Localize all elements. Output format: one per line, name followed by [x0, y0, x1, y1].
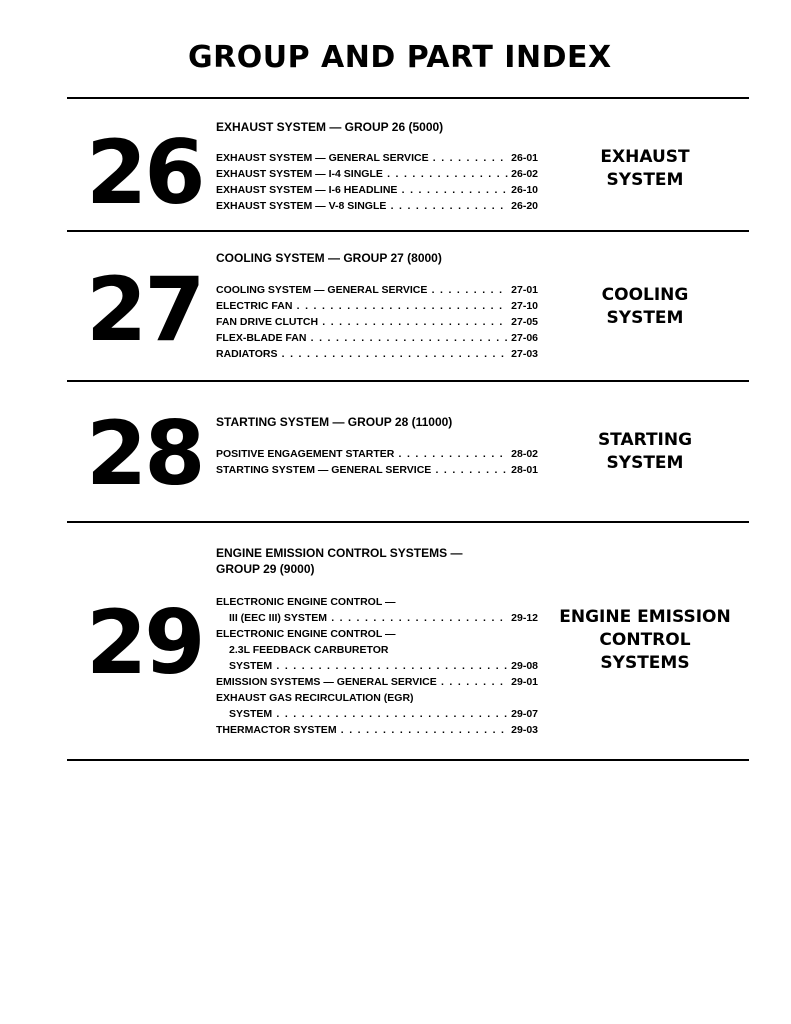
group-29-section	[0, 523, 791, 759]
page-reference: 27-10	[508, 298, 538, 314]
group-heading: COOLING SYSTEM — GROUP 27 (8000)	[216, 251, 442, 265]
group-label: STARTING SYSTEM	[597, 430, 693, 473]
page-reference: 27-01	[508, 282, 538, 298]
group-label: COOLING SYSTEM	[601, 285, 689, 328]
page-reference: 28-01	[508, 462, 538, 478]
index-entry[interactable]: STARTING SYSTEM — GENERAL SERVICE . . . 28-01	[216, 462, 538, 478]
index-entry[interactable]: COOLING SYSTEM — GENERAL SERVICE . . . 27-01	[216, 282, 538, 298]
index-entry-line: ELECTRONIC ENGINE CONTROL —	[216, 628, 396, 640]
page-reference: 29-07	[508, 706, 538, 722]
page-reference: 29-08	[508, 658, 538, 674]
entry-list	[216, 594, 538, 738]
group-label: EXHAUST SYSTEM	[600, 147, 690, 190]
group-26-section	[0, 99, 791, 231]
group-28-section	[0, 382, 791, 522]
index-entry[interactable]: FAN DRIVE CLUTCH . . . 27-05	[216, 314, 538, 330]
page-reference: 26-02	[508, 166, 538, 182]
index-entry-line: EXHAUST GAS RECIRCULATION (EGR)	[216, 692, 414, 704]
group-heading: STARTING SYSTEM — GROUP 28 (11000)	[216, 415, 453, 429]
page-reference: 28-02	[508, 446, 538, 462]
group-27-section	[0, 232, 791, 380]
index-entry[interactable]: FLEX-BLADE FAN . . . 27-06	[216, 330, 538, 346]
index-entry[interactable]: ELECTRIC FAN . . . 27-10	[216, 298, 538, 314]
page-reference: 27-06	[508, 330, 538, 346]
index-entry-line: 2.3L FEEDBACK CARBURETOR	[229, 644, 389, 656]
page-reference: 29-03	[508, 722, 538, 738]
page-title: GROUP AND PART INDEX	[188, 40, 612, 75]
index-entry-line: ELECTRONIC ENGINE CONTROL —	[216, 596, 396, 608]
group-number: 29	[86, 591, 203, 694]
entry-list	[216, 446, 538, 478]
group-number: 27	[86, 258, 203, 361]
index-entry[interactable]: EXHAUST SYSTEM — I-6 HEADLINE . . . 26-10	[216, 182, 538, 198]
divider-rule	[67, 759, 749, 761]
page-reference: 29-01	[508, 674, 538, 690]
page-reference: 26-10	[508, 182, 538, 198]
index-entry[interactable]: RADIATORS . . . 27-03	[216, 346, 538, 362]
group-number: 28	[86, 402, 203, 505]
page-reference: 29-12	[508, 610, 538, 626]
group-heading: EXHAUST SYSTEM — GROUP 26 (5000)	[216, 120, 444, 134]
index-entry[interactable]: EMISSION SYSTEMS — GENERAL SERVICE . . . 29-01	[216, 674, 538, 690]
entry-list	[216, 282, 538, 362]
group-heading: ENGINE EMISSION CONTROL SYSTEMS —	[216, 546, 463, 560]
entry-list	[216, 150, 538, 214]
index-entry[interactable]: SYSTEM . . . 29-08	[216, 658, 538, 674]
page-reference: 26-20	[508, 198, 538, 214]
page-reference: 27-03	[508, 346, 538, 362]
index-entry[interactable]: POSITIVE ENGAGEMENT STARTER . . . 28-02	[216, 446, 538, 462]
page-reference: 27-05	[508, 314, 538, 330]
page-reference: 26-01	[508, 150, 538, 166]
index-entry[interactable]: THERMACTOR SYSTEM . . . 29-03	[216, 722, 538, 738]
index-entry[interactable]: EXHAUST SYSTEM — I-4 SINGLE . . . 26-02	[216, 166, 538, 182]
index-entry[interactable]: EXHAUST SYSTEM — V-8 SINGLE . . . 26-20	[216, 198, 538, 214]
group-label: ENGINE EMISSION CONTROL SYSTEMS	[559, 607, 731, 673]
group-heading: GROUP 29 (9000)	[216, 562, 315, 576]
index-entry[interactable]: SYSTEM . . . 29-07	[216, 706, 538, 722]
group-number: 26	[86, 121, 203, 224]
index-entry[interactable]: III (EEC III) SYSTEM . . . 29-12	[216, 610, 538, 626]
index-entry[interactable]: EXHAUST SYSTEM — GENERAL SERVICE . . . 26-01	[216, 150, 538, 166]
